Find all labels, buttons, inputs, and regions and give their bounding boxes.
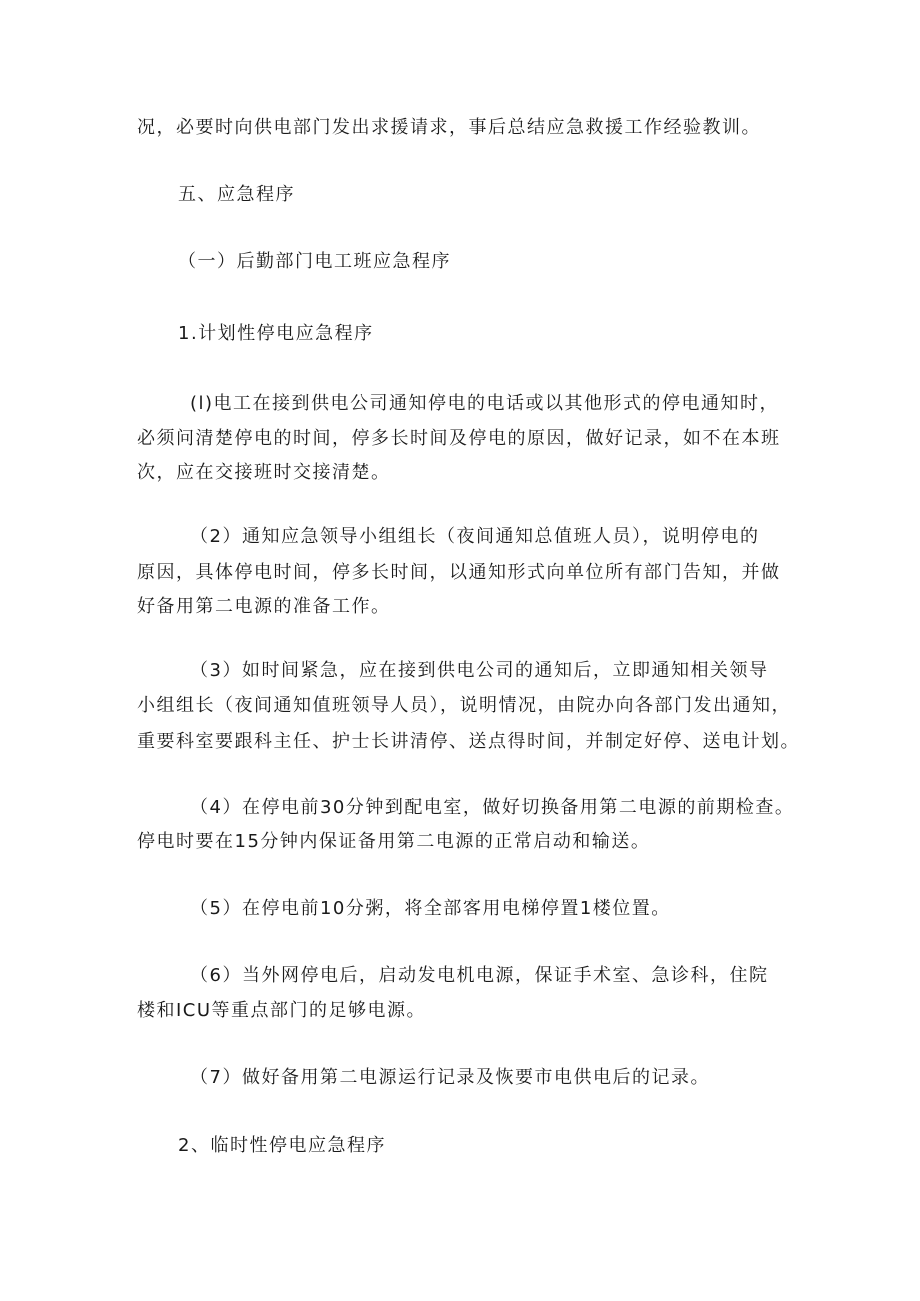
paragraph-line: 楼和ICU等重点部门的足够电源。 <box>137 1000 427 1021</box>
paragraph-line: 停电时要在15分钟内保证备用第二电源的正常启动和输送。 <box>137 831 651 852</box>
paragraph-line: 好备用第二电源的准备工作。 <box>137 596 391 617</box>
paragraph-line: 原因，具体停电时间，停多长时间，以通知形式向单位所有部门告知，并做 <box>137 562 781 583</box>
paragraph-line: （3）如时间紧急，应在接到供电公司的通知后，立即通知相关领导 <box>190 660 769 681</box>
paragraph-line: （4）在停电前30分钟到配电室，做好切换备用第二电源的前期检查。 <box>190 797 795 818</box>
paragraph-line: 小组组长（夜间通知值班领导人员），说明情况，由院办向各部门发出通知， <box>137 695 791 716</box>
section-heading: 五、应急程序 <box>178 184 295 205</box>
paragraph-line: 况，必要时向供电部门发出求援请求，事后总结应急救援工作经验教训。 <box>137 117 761 138</box>
paragraph-line: （6）当外网停电后，启动发电机电源，保证手术室、急诊科，住院 <box>190 965 769 986</box>
paragraph-line: 重要科室要跟科主任、护士长讲清停、送点得时间，并制定好停、送电计划。 <box>137 731 800 752</box>
procedure-heading: 2、临时性停电应急程序 <box>178 1135 386 1156</box>
procedure-heading: 1.计划性停电应急程序 <box>178 323 374 344</box>
paragraph-line: （5）在停电前10分粥，将全部客用电梯停置1楼位置。 <box>190 898 671 919</box>
paragraph-line: 次，应在交接班时交接清楚。 <box>137 462 391 483</box>
paragraph-line: （7）做好备用第二电源运行记录及恢要市电供电后的记录。 <box>190 1067 710 1088</box>
paragraph-line: （2）通知应急领导小组组长（夜间通知总值班人员），说明停电的 <box>190 526 760 547</box>
paragraph-line: (l)电工在接到供电公司通知停电的电话或以其他形式的停电通知时， <box>190 393 780 414</box>
paragraph-line: 必须问清楚停电的时间，停多长时间及停电的原因，做好记录，如不在本班 <box>137 428 781 449</box>
subsection-heading: （一）后勤部门电工班应急程序 <box>178 251 451 272</box>
